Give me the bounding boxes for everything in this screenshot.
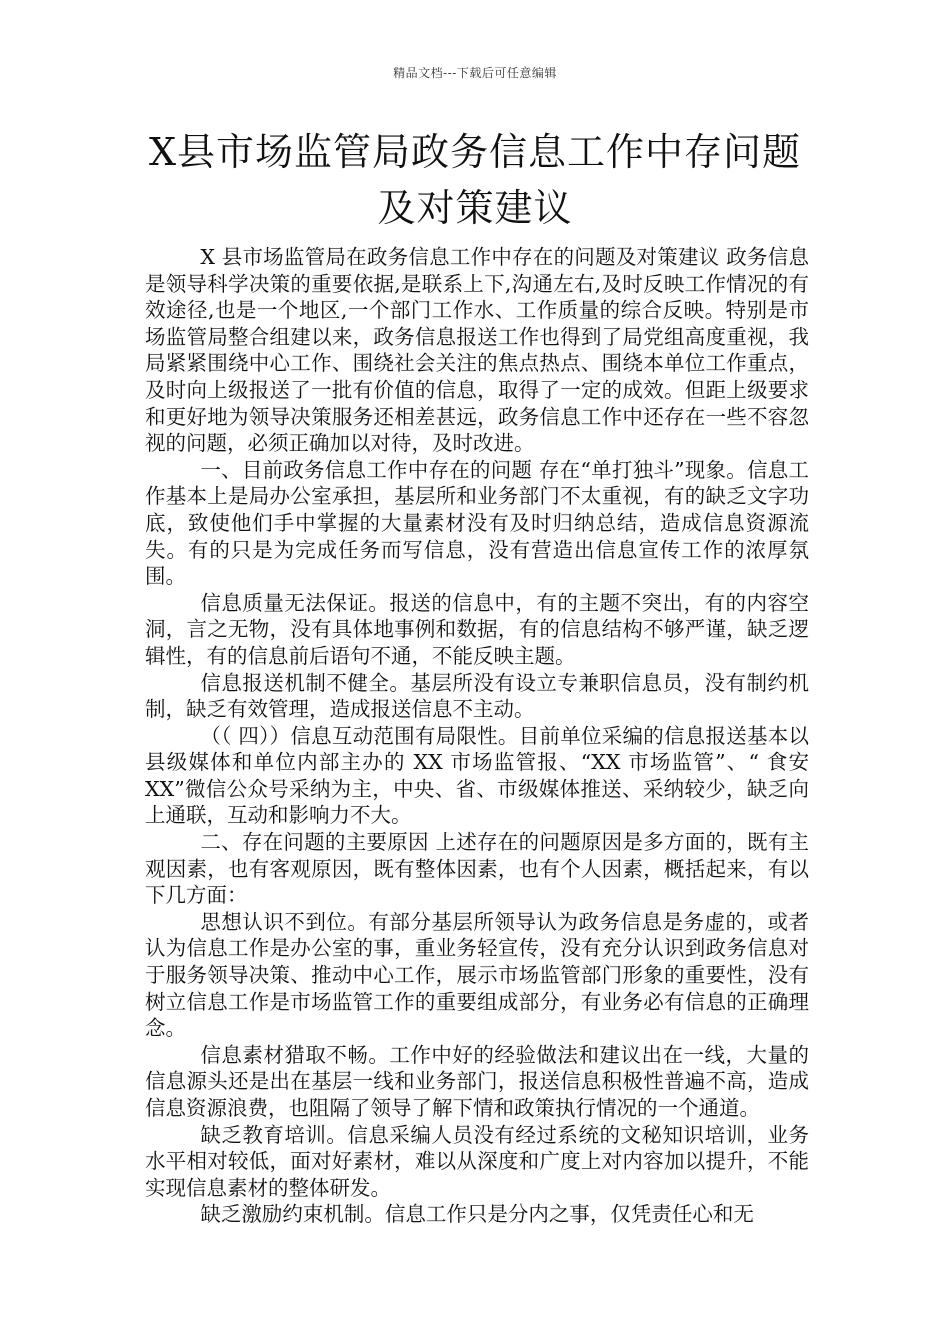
paragraph-section-2: 二、存在问题的主要原因 上述存在的问题原因是多方面的，既有主观因素，也有客观原因，既有整体因素，也有个人因素，概括起来，有以下几方面： [145, 830, 809, 908]
paragraph-interaction-scope: （（ 四））信息互动范围有局限性。目前单位采编的信息报送基本以县级媒体和单位内部主办的 XX 市场监管报、“XX 市场监管”、“ 食安 XX”微信公众号采纳为主，中央、省、市级媒体推送、采纳较少，缺乏向上通联，互动和影响力不大。 [145, 723, 809, 828]
document-body [145, 244, 809, 1228]
paragraph-section-1: 一、目前政务信息工作中存在的问题 存在“单打独斗”现象。信息工作基本上是局办公室承担，基层所和业务部门不太重视，有的缺乏文字功底，致使他们手中掌握的大量素材没有及时归纳总结，造成信息资源流失。有的只是为完成任务而写信息，没有营造出信息宣传工作的浓厚氛围。 [145, 457, 809, 589]
document-title: X县市场监管局政务信息工作中存问题及对策建议 [148, 130, 802, 230]
paragraph-awareness: 思想认识不到位。有部分基层所领导认为政务信息是务虚的，或者认为信息工作是办公室的事，重业务轻宣传，没有充分认识到政务信息对于服务领导决策、推动中心工作，展示市场监管部门形象的重要性，没有树立信息工作是市场监管工作的重要组成部分，有业务必有信息的正确理念。 [145, 909, 809, 1041]
paragraph-intro: X 县市场监管局在政务信息工作中存在的问题及对策建议 政务信息是领导科学决策的重要依据,是联系上下,沟通左右,及时反映工作情况的有效途径,也是一个地区,一个部门工作水、工作质量的综合反映。特别是市场监管局整合组建以来，政务信息报送工作也得到了局党组高度重视，我局紧紧围绕中心工作、围绕社会关注的焦点热点、围绕本单位工作重点，及时向上级报送了一批有价值的信息，取得了一定的成效。但距上级要求和更好地为领导决策服务还相差甚远，政务信息工作中还存在一些不容忽视的问题，必须正确加以对待，及时改进。 [145, 245, 809, 456]
paragraph-reporting-mechanism: 信息报送机制不健全。基层所没有设立专兼职信息员，没有制约机制，缺乏有效管理，造成报送信息不主动。 [145, 670, 809, 722]
paragraph-incentive: 缺乏激励约束机制。信息工作只是分内之事，仅凭责任心和无 [200, 1202, 754, 1227]
paragraph-info-quality: 信息质量无法保证。报送的信息中，有的主题不突出，有的内容空洞，言之无物，没有具体地事例和数据，有的信息结构不够严谨，缺乏逻辑性，有的信息前后语句不通，不能反映主题。 [145, 590, 809, 668]
header-note: 精品文档---下载后可任意编辑 [393, 66, 557, 80]
paragraph-material-source: 信息素材猎取不畅。工作中好的经验做法和建议出在一线，大量的信息源头还是出在基层一线和业务部门，报送信息积极性普遍不高，造成信息资源浪费，也阻隔了领导了解下情和政策执行情况的一个通道。 [145, 1042, 809, 1120]
paragraph-training: 缺乏教育培训。信息采编人员没有经过系统的文秘知识培训，业务水平相对较低，面对好素材，难以从深度和广度上对内容加以提升，不能实现信息素材的整体研发。 [145, 1122, 809, 1200]
